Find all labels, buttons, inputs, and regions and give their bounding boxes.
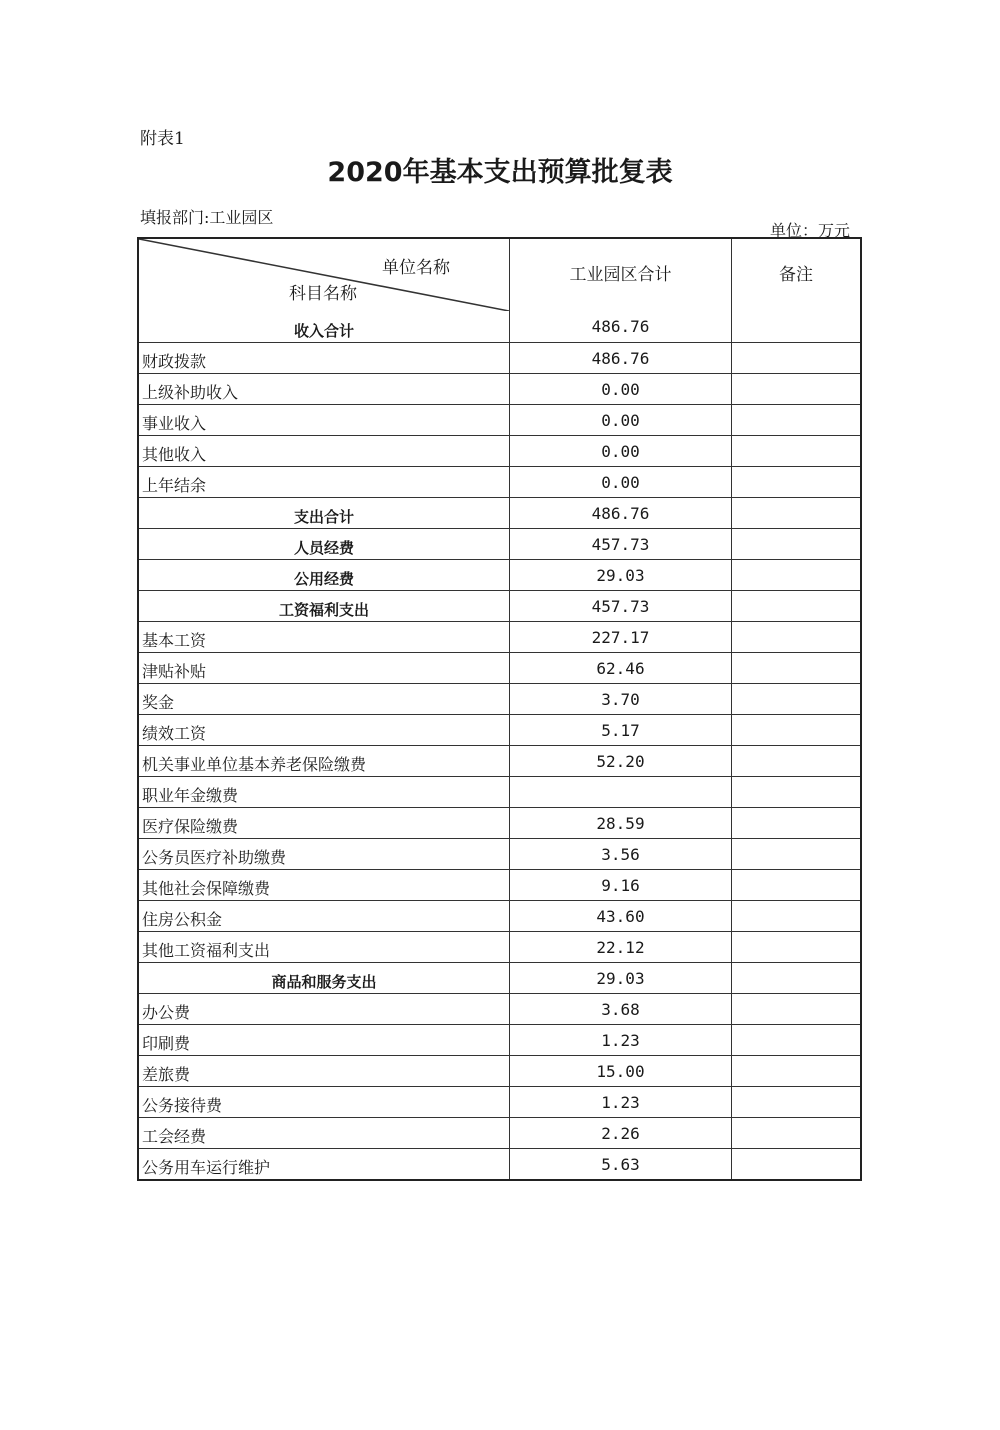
note-cell: [732, 311, 860, 342]
page-title: 2020年基本支出预算批复表: [327, 157, 673, 188]
table-row: [139, 1055, 860, 1086]
note-cell: [732, 653, 860, 683]
subject-cell: [139, 963, 510, 993]
table-row: [139, 373, 860, 404]
table-row: [139, 435, 860, 466]
amount-cell: 486.76: [510, 498, 732, 528]
subject-cell: [139, 901, 510, 931]
note-cell: [732, 622, 860, 652]
subject-cell: [139, 498, 510, 528]
note-cell: [732, 374, 860, 404]
subject-cell: [139, 311, 510, 342]
note-cell: [732, 963, 860, 993]
table-row: [139, 1117, 860, 1148]
table-row: [139, 559, 860, 590]
subject-label: 绩效工资: [142, 724, 207, 743]
subject-label: 住房公积金: [142, 910, 223, 929]
subject-label: 公务用车运行维护: [142, 1158, 271, 1177]
note-cell: [732, 436, 860, 466]
table-header-row: [139, 239, 860, 311]
subject-label: 公务员医疗补助缴费: [142, 848, 287, 867]
amount-cell: 3.56: [510, 839, 732, 869]
table-row: [139, 466, 860, 497]
table-row: [139, 652, 860, 683]
amount-cell: 227.17: [510, 622, 732, 652]
table-row: [139, 776, 860, 807]
table-row: [139, 962, 860, 993]
note-cell: [732, 529, 860, 559]
subject-label: 财政拨款: [142, 352, 207, 371]
table-row: [139, 807, 860, 838]
note-cell: [732, 684, 860, 714]
subject-cell: [139, 1025, 510, 1055]
amount-cell: 22.12: [510, 932, 732, 962]
amount-cell: 2.26: [510, 1118, 732, 1148]
table-row: [139, 590, 860, 621]
subject-cell: [139, 374, 510, 404]
note-cell: [732, 1149, 860, 1179]
table-row: [139, 1024, 860, 1055]
note-cell: [732, 1025, 860, 1055]
note-cell: [732, 901, 860, 931]
table-row: [139, 311, 860, 342]
amount-cell: 3.68: [510, 994, 732, 1024]
subject-cell: [139, 932, 510, 962]
subject-cell: [139, 1118, 510, 1148]
subject-cell: [139, 1149, 510, 1179]
attachment-label: 附表1: [140, 129, 185, 149]
subject-label: 其他收入: [142, 445, 207, 464]
corner-header-cell: [139, 239, 510, 311]
note-cell: [732, 715, 860, 745]
note-cell: [732, 1118, 860, 1148]
table-row: [139, 900, 860, 931]
note-cell: [732, 498, 860, 528]
amount-cell: 0.00: [510, 436, 732, 466]
table-row: [139, 404, 860, 435]
amount-cell: 9.16: [510, 870, 732, 900]
subject-label: 支出合计: [293, 508, 354, 526]
table-row: [139, 714, 860, 745]
note-cell: [732, 777, 860, 807]
table-row: [139, 621, 860, 652]
subject-label: 工资福利支出: [278, 601, 369, 619]
table-row: [139, 838, 860, 869]
amount-cell: 29.03: [510, 963, 732, 993]
amount-cell: 1.23: [510, 1025, 732, 1055]
subject-cell: [139, 405, 510, 435]
department-label: 填报部门:工业园区: [140, 208, 274, 227]
subject-label: 其他工资福利支出: [142, 941, 271, 960]
amount-cell: 29.03: [510, 560, 732, 590]
table-row: [139, 497, 860, 528]
note-cell: [732, 870, 860, 900]
subject-label: 上年结余: [142, 476, 207, 495]
subject-cell: [139, 343, 510, 373]
note-column-header: 备注: [779, 265, 813, 285]
amount-cell: 62.46: [510, 653, 732, 683]
amount-cell: 0.00: [510, 374, 732, 404]
subject-label: 印刷费: [142, 1034, 191, 1053]
amount-cell: 5.17: [510, 715, 732, 745]
subject-cell: [139, 870, 510, 900]
subject-cell: [139, 529, 510, 559]
subject-cell: [139, 653, 510, 683]
note-cell: [732, 839, 860, 869]
amount-cell: 3.70: [510, 684, 732, 714]
subject-label: 办公费: [142, 1003, 191, 1022]
table-row: [139, 528, 860, 559]
budget-table: [137, 237, 862, 1181]
subject-label: 医疗保险缴费: [142, 817, 239, 836]
note-cell: [732, 467, 860, 497]
subject-cell: [139, 467, 510, 497]
subject-name-header: 科目名称: [289, 284, 357, 304]
table-row: [139, 1086, 860, 1117]
subject-cell: [139, 777, 510, 807]
subject-cell: [139, 591, 510, 621]
amount-cell: 457.73: [510, 591, 732, 621]
note-cell: [732, 1056, 860, 1086]
note-cell: [732, 591, 860, 621]
subject-cell: [139, 839, 510, 869]
table-row: [139, 342, 860, 373]
amount-cell: 28.59: [510, 808, 732, 838]
table-row: [139, 683, 860, 714]
note-cell: [732, 808, 860, 838]
subject-label: 其他社会保障缴费: [142, 879, 271, 898]
note-cell: [732, 746, 860, 776]
table-row: [139, 931, 860, 962]
amount-cell: 43.60: [510, 901, 732, 931]
table-row: [139, 993, 860, 1024]
unit-name-header: 单位名称: [382, 258, 450, 278]
amount-cell: [510, 777, 732, 807]
subject-label: 事业收入: [142, 414, 207, 433]
note-cell: [732, 932, 860, 962]
amount-cell: 0.00: [510, 405, 732, 435]
subject-label: 津贴补贴: [142, 662, 207, 681]
subject-label: 商品和服务支出: [271, 973, 377, 991]
subject-cell: [139, 684, 510, 714]
note-cell: [732, 994, 860, 1024]
amount-cell: 52.20: [510, 746, 732, 776]
subject-label: 人员经费: [293, 539, 354, 557]
subject-label: 公用经费: [293, 570, 354, 588]
subject-label: 差旅费: [142, 1065, 191, 1084]
subject-label: 职业年金缴费: [142, 786, 239, 805]
subject-cell: [139, 808, 510, 838]
note-cell: [732, 405, 860, 435]
table-row: [139, 1148, 860, 1179]
subject-cell: [139, 746, 510, 776]
unit-label: 单位：万元: [770, 221, 851, 240]
subject-cell: [139, 1056, 510, 1086]
amount-cell: 5.63: [510, 1149, 732, 1179]
subject-label: 工会经费: [142, 1127, 207, 1146]
amount-cell: 486.76: [510, 343, 732, 373]
subject-cell: [139, 1087, 510, 1117]
subject-cell: [139, 436, 510, 466]
amount-cell: 0.00: [510, 467, 732, 497]
subject-label: 奖金: [142, 693, 175, 712]
amount-cell: 15.00: [510, 1056, 732, 1086]
amount-cell: 1.23: [510, 1087, 732, 1117]
subject-label: 基本工资: [142, 631, 207, 650]
subject-cell: [139, 622, 510, 652]
table-row: [139, 745, 860, 776]
note-cell: [732, 1087, 860, 1117]
subject-cell: [139, 994, 510, 1024]
note-cell: [732, 560, 860, 590]
note-cell: [732, 343, 860, 373]
subject-label: 收入合计: [293, 322, 354, 340]
table-row: [139, 869, 860, 900]
subject-label: 上级补助收入: [142, 383, 239, 402]
amount-cell: 486.76: [510, 311, 732, 342]
subject-label: 公务接待费: [142, 1096, 223, 1115]
subject-cell: [139, 715, 510, 745]
subject-cell: [139, 560, 510, 590]
total-column-header: 工业园区合计: [510, 239, 732, 311]
amount-cell: 457.73: [510, 529, 732, 559]
subject-label: 机关事业单位基本养老保险缴费: [142, 755, 367, 774]
